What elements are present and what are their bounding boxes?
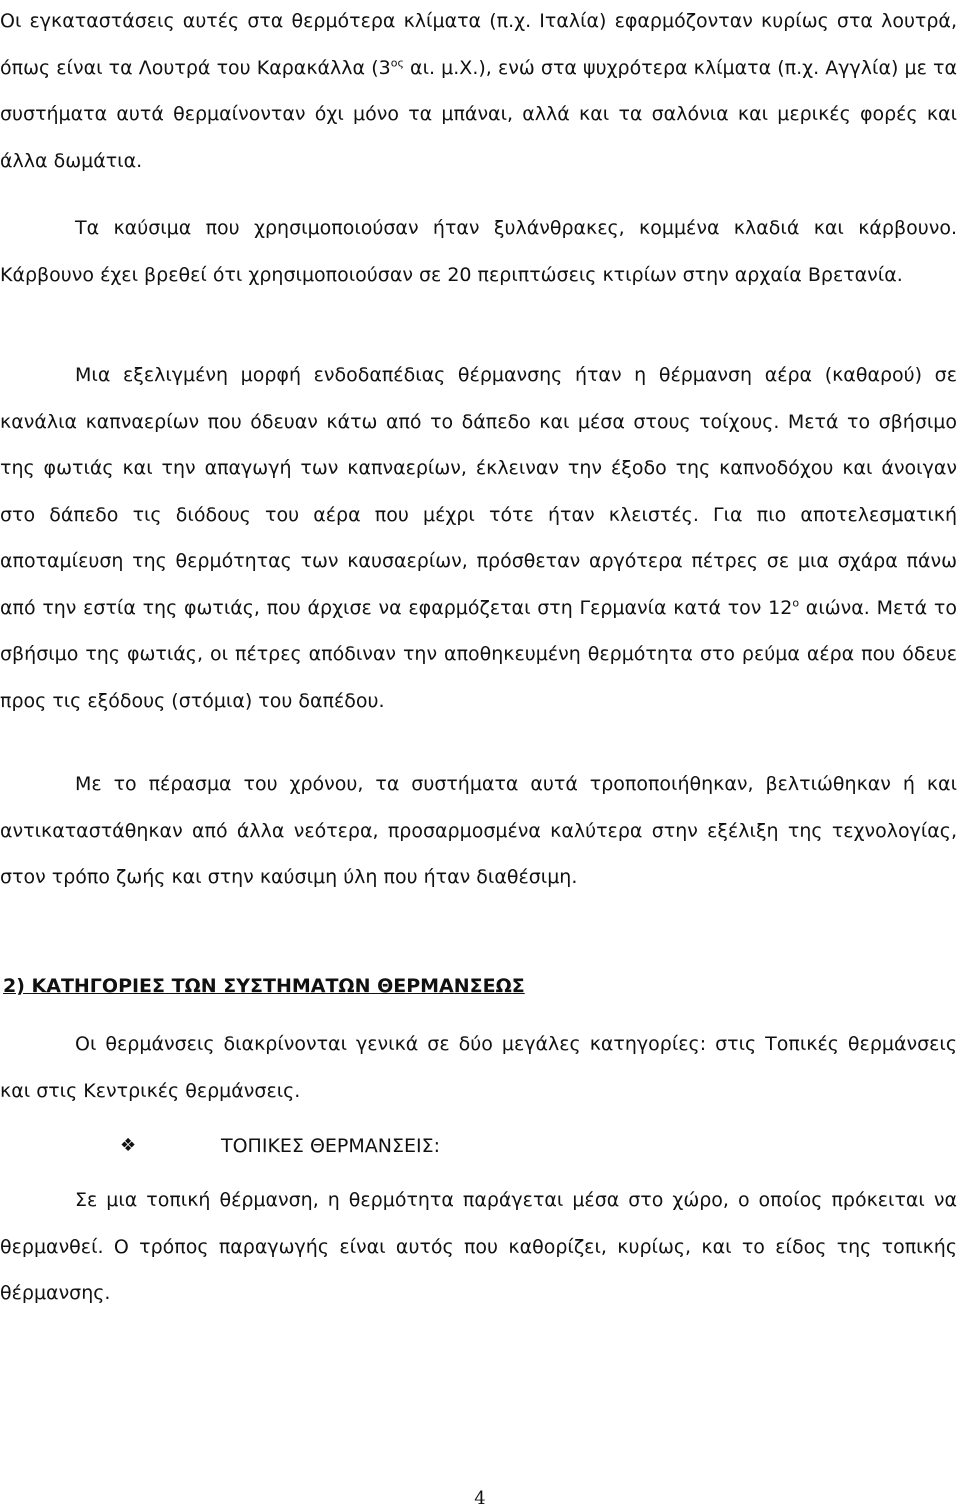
section-heading: 2) ΚΑΤΗΓΟΡΙΕΣ ΤΩΝ ΣΥΣΤΗΜΑΤΩΝ ΘΕΡΜΑΝΣΕΩΣ bbox=[3, 975, 525, 997]
page-number: 4 bbox=[474, 1488, 486, 1509]
paragraph-baths: Οι εγκαταστάσεις αυτές στα θερμότερα κλίματα (π.χ. Ιταλία) εφαρμόζονταν κυρίως στα λουτρά, όπως είναι τα Λουτρά του Καρακάλλα ($3^{o\varsigma}$ αι. μ.Χ.), ενώ στα ψυχρότερα κλίματα (π.χ. Αγγλία) με τα συστήματα αυτά θερμαίνονταν όχι μόνο τα μπάναι, αλλά και τα σαλόνια και μερικές φορές και άλλα δωμάτια. bbox=[0, 10, 958, 172]
bullet-item bbox=[0, 1126, 957, 1166]
paragraph-local-heating: Σε μια τοπική θέρμανση, η θερμότητα παράγεται μέσα στο χώρο, ο οποίος πρόκειται να θερμανθεί. Ο τρόπος παραγωγής είναι αυτός που καθορίζει, κυρίως, και το είδος της τοπικής θέρμανσης. bbox=[0, 1189, 957, 1304]
paragraph-categories: Οι θερμάνσεις διακρίνονται γενικά σε δύο μεγάλες κατηγορίες: στις Τοπικές θερμάνσεις και στις Κεντρικές θερμάνσεις. bbox=[0, 1033, 957, 1102]
superscript: ος bbox=[390, 56, 404, 70]
diamond-star-icon: ❖ bbox=[120, 1135, 137, 1156]
paragraph-floor-heating: Μια εξελιγμένη μορφή ενδοδαπέδιας θέρμανσης ήταν η θέρμανση αέρα (καθαρού) σε κανάλια καπναερίων που όδευαν κάτω από το δάπεδο και μέσα στους τοίχους. Μετά το σβήσιμο της φωτιάς και την απαγωγή των καπναερίων, έκλειναν την έξοδο της καπνοδόχου και άνοιγαν στο δάπεδο τις διόδους του αέρα που μέχρι τότε ήταν κλειστές. Για πιο αποτελεσματική αποταμίευση της θερμότητας των καυσαερίων, πρόσθεταν αργότερα πέτρες σε μια σχάρα πάνω από την εστία της φωτιάς, που άρχισε να εφαρμόζεται στη Γερμανία κατά τον $12^o$ αιώνα. Μετά το σβήσιμο της φωτιάς, οι πέτρες απόδιναν την αποθηκευμένη θερμότητα στο ρεύμα αέρα που όδευε προς τις εξόδους (στόμια) του δαπέδου. bbox=[0, 364, 957, 712]
superscript: ο bbox=[792, 596, 800, 610]
paragraph-evolution: Με το πέρασμα του χρόνου, τα συστήματα αυτά τροποποιήθηκαν, βελτιώθηκαν ή και αντικαταστάθηκαν από άλλα νεότερα, προσαρμοσμένα καλύτερα στην εξέλιξη της τεχνολογίας, στον τρόπο ζωής και στην καύσιμη ύλη που ήταν διαθέσιμη. bbox=[0, 773, 957, 888]
paragraph-fuels: Τα καύσιμα που χρησιμοποιούσαν ήταν ξυλάνθρακες, κομμένα κλαδιά και κάρβουνο. Κάρβουνο έχει βρεθεί ότι χρησιμοποιούσαν σε 20 περιπτώσεις κτιρίων στην αρχαία Βρετανία. bbox=[0, 217, 957, 286]
bullet-label: ΤΟΠΙΚΕΣ ΘΕΡΜΑΝΣΕΙΣ: bbox=[221, 1135, 441, 1157]
